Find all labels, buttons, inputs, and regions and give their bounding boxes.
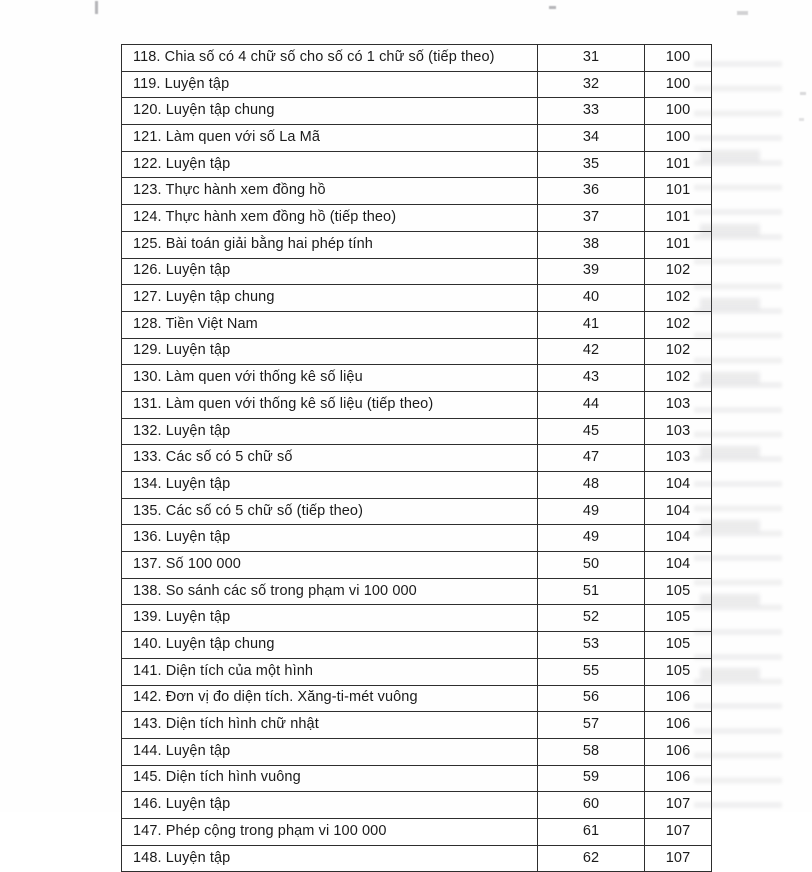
lesson-title: 142. Đơn vị đo diện tích. Xăng-ti-mét vuông	[122, 685, 538, 712]
table-row	[122, 738, 712, 765]
answer-page-number: 101	[645, 178, 712, 205]
lesson-title: 132. Luyện tập	[122, 418, 538, 445]
table-row	[122, 178, 712, 205]
answer-page-number: 102	[645, 311, 712, 338]
scan-speck	[799, 118, 804, 121]
answer-page-number: 100	[645, 125, 712, 152]
lesson-title: 138. So sánh các số trong phạm vi 100 000	[122, 578, 538, 605]
answer-page-number: 102	[645, 365, 712, 392]
lesson-page-number: 35	[538, 151, 645, 178]
lesson-page-number: 44	[538, 391, 645, 418]
table-row	[122, 258, 712, 285]
table-row	[122, 552, 712, 579]
toc-table-body	[122, 45, 712, 872]
lesson-title: 131. Làm quen với thống kê số liệu (tiếp theo)	[122, 391, 538, 418]
answer-page-number: 105	[645, 658, 712, 685]
table-row	[122, 98, 712, 125]
lesson-page-number: 39	[538, 258, 645, 285]
table-row	[122, 45, 712, 72]
answer-page-number: 102	[645, 285, 712, 312]
answer-page-number: 103	[645, 445, 712, 472]
answer-page-number: 103	[645, 418, 712, 445]
lesson-page-number: 49	[538, 498, 645, 525]
lesson-page-number: 53	[538, 632, 645, 659]
table-row	[122, 605, 712, 632]
answer-page-number: 107	[645, 845, 712, 872]
lesson-title: 135. Các số có 5 chữ số (tiếp theo)	[122, 498, 538, 525]
answer-page-number: 100	[645, 98, 712, 125]
lesson-title: 121. Làm quen với số La Mã	[122, 125, 538, 152]
lesson-title: 145. Diện tích hình vuông	[122, 765, 538, 792]
lesson-title: 119. Luyện tập	[122, 71, 538, 98]
answer-page-number: 100	[645, 71, 712, 98]
answer-page-number: 105	[645, 578, 712, 605]
answer-page-number: 104	[645, 498, 712, 525]
answer-page-number: 101	[645, 151, 712, 178]
lesson-title: 144. Luyện tập	[122, 738, 538, 765]
table-row	[122, 125, 712, 152]
lesson-page-number: 40	[538, 285, 645, 312]
table-row	[122, 685, 712, 712]
scan-speck	[549, 6, 556, 9]
lesson-page-number: 37	[538, 205, 645, 232]
lesson-title: 130. Làm quen với thống kê số liệu	[122, 365, 538, 392]
table-row	[122, 231, 712, 258]
lesson-page-number: 31	[538, 45, 645, 72]
lesson-page-number: 58	[538, 738, 645, 765]
lesson-title: 123. Thực hành xem đồng hồ	[122, 178, 538, 205]
answer-page-number: 104	[645, 525, 712, 552]
lesson-page-number: 43	[538, 365, 645, 392]
lesson-title: 124. Thực hành xem đồng hồ (tiếp theo)	[122, 205, 538, 232]
lesson-title: 118. Chia số có 4 chữ số cho số có 1 chữ số (tiếp theo)	[122, 45, 538, 72]
table-row	[122, 818, 712, 845]
lesson-page-number: 55	[538, 658, 645, 685]
table-row	[122, 792, 712, 819]
scan-speck	[95, 1, 98, 14]
answer-page-number: 106	[645, 738, 712, 765]
scan-speck	[737, 11, 748, 15]
lesson-page-number: 59	[538, 765, 645, 792]
table-row	[122, 338, 712, 365]
answer-page-number: 106	[645, 712, 712, 739]
lesson-title: 148. Luyện tập	[122, 845, 538, 872]
lesson-page-number: 56	[538, 685, 645, 712]
lesson-page-number: 62	[538, 845, 645, 872]
table-row	[122, 365, 712, 392]
lesson-title: 126. Luyện tập	[122, 258, 538, 285]
table-row	[122, 391, 712, 418]
answer-page-number: 106	[645, 765, 712, 792]
table-row	[122, 712, 712, 739]
answer-page-number: 103	[645, 391, 712, 418]
lesson-title: 146. Luyện tập	[122, 792, 538, 819]
lesson-title: 134. Luyện tập	[122, 472, 538, 499]
table-row	[122, 845, 712, 872]
lesson-page-number: 41	[538, 311, 645, 338]
table-row	[122, 445, 712, 472]
table-row	[122, 498, 712, 525]
answer-page-number: 104	[645, 552, 712, 579]
answer-page-number: 101	[645, 205, 712, 232]
answer-page-number: 102	[645, 338, 712, 365]
lesson-page-number: 34	[538, 125, 645, 152]
lesson-page-number: 49	[538, 525, 645, 552]
lesson-title: 136. Luyện tập	[122, 525, 538, 552]
answer-page-number: 100	[645, 45, 712, 72]
lesson-page-number: 61	[538, 818, 645, 845]
toc-table	[121, 44, 712, 872]
lesson-title: 139. Luyện tập	[122, 605, 538, 632]
lesson-page-number: 60	[538, 792, 645, 819]
lesson-title: 129. Luyện tập	[122, 338, 538, 365]
table-row	[122, 71, 712, 98]
lesson-page-number: 33	[538, 98, 645, 125]
table-row	[122, 525, 712, 552]
lesson-title: 127. Luyện tập chung	[122, 285, 538, 312]
lesson-title: 122. Luyện tập	[122, 151, 538, 178]
answer-page-number: 102	[645, 258, 712, 285]
table-row	[122, 578, 712, 605]
lesson-page-number: 52	[538, 605, 645, 632]
answer-page-number: 105	[645, 605, 712, 632]
scan-speck	[800, 92, 806, 95]
answer-page-number: 105	[645, 632, 712, 659]
table-row	[122, 632, 712, 659]
lesson-title: 141. Diện tích của một hình	[122, 658, 538, 685]
answer-page-number: 104	[645, 472, 712, 499]
lesson-title: 140. Luyện tập chung	[122, 632, 538, 659]
lesson-page-number: 50	[538, 552, 645, 579]
table-row	[122, 658, 712, 685]
table-row	[122, 418, 712, 445]
table-row	[122, 205, 712, 232]
lesson-page-number: 51	[538, 578, 645, 605]
lesson-page-number: 57	[538, 712, 645, 739]
lesson-page-number: 36	[538, 178, 645, 205]
lesson-page-number: 32	[538, 71, 645, 98]
answer-page-number: 106	[645, 685, 712, 712]
lesson-title: 147. Phép cộng trong phạm vi 100 000	[122, 818, 538, 845]
table-row	[122, 765, 712, 792]
lesson-page-number: 42	[538, 338, 645, 365]
lesson-title: 137. Số 100 000	[122, 552, 538, 579]
lesson-title: 133. Các số có 5 chữ số	[122, 445, 538, 472]
lesson-title: 143. Diện tích hình chữ nhật	[122, 712, 538, 739]
answer-page-number: 101	[645, 231, 712, 258]
table-row	[122, 472, 712, 499]
table-row	[122, 285, 712, 312]
lesson-title: 125. Bài toán giải bằng hai phép tính	[122, 231, 538, 258]
lesson-title: 128. Tiền Việt Nam	[122, 311, 538, 338]
lesson-page-number: 38	[538, 231, 645, 258]
table-row	[122, 151, 712, 178]
lesson-page-number: 48	[538, 472, 645, 499]
lesson-page-number: 45	[538, 418, 645, 445]
table-row	[122, 311, 712, 338]
lesson-title: 120. Luyện tập chung	[122, 98, 538, 125]
lesson-page-number: 47	[538, 445, 645, 472]
answer-page-number: 107	[645, 792, 712, 819]
answer-page-number: 107	[645, 818, 712, 845]
